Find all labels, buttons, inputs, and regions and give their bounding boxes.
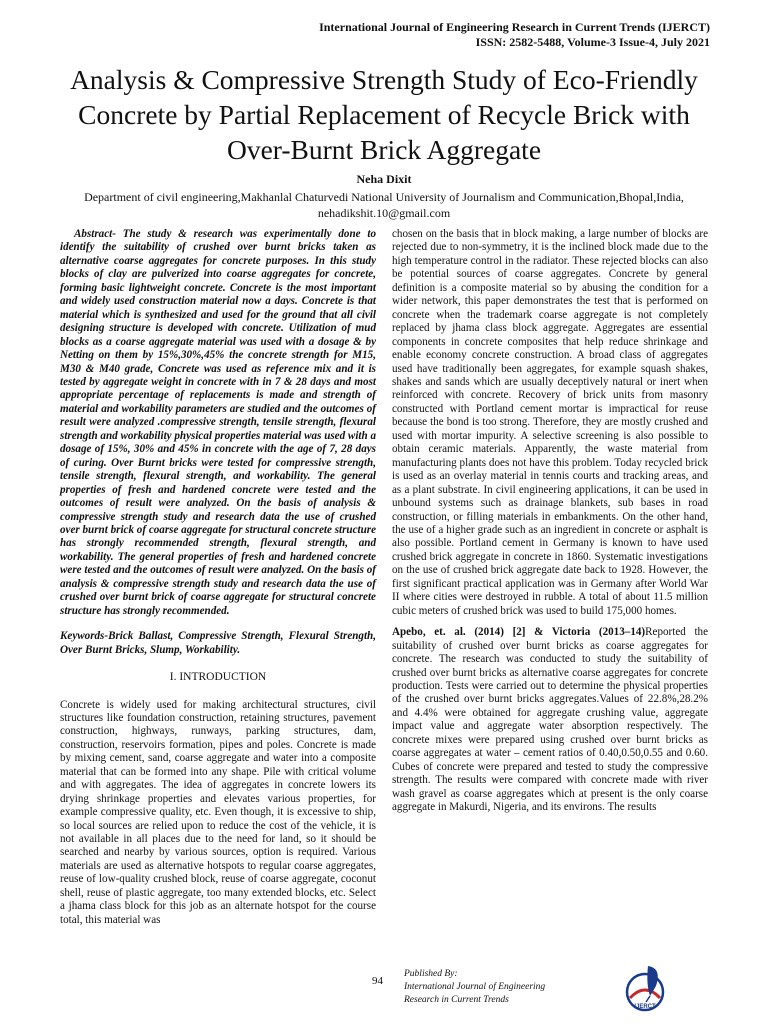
right-column — [392, 228, 708, 814]
author-affiliation — [50, 189, 718, 221]
publisher-block — [404, 968, 545, 1007]
keywords: Keywords-Brick Ballast, Compressive Strength, Flexural Strength, Over Burnt Bricks, Slump, Workability. — [60, 630, 376, 656]
author-email[interactable]: nehadikshit.10@gmail.com — [317, 206, 451, 220]
publisher-name-line1: International Journal of Engineering — [404, 982, 546, 992]
logo-text: IJERCT — [634, 1004, 656, 1010]
abstract: Abstract- The study & research was experimentally done to identify the suitability of crushed over burnt bricks taken as alternative coarse aggregates for concrete purposes. In this study blocks of clay are pulverized into coarse aggregates for concrete, forming basic lightweight concrete. Concrete is the most important and widely used construction material now a days. Concrete is that material which is synthesized and used for the ground that all civil designing structure is developed with concrete. Utilization of mud blocks as a coarse aggregate material was used with a dosage & by Netting on them by 15%,30%,45% the concrete strength for M15, M30 & M40 grade, Concrete was used as reference mix and it is tested by aggregate weight in concrete with in 7 & 28 days and most appropriate percentage of replacements is made and strength of material and workability parameters are studied and the outcomes of result were analyzed .compressive strength, tensile strength, flexural strength and workability physical properties material was used with a dosage of 15%, 30% and 45% in concrete with the age of 7, 28 days of curing. Over Burnt bricks were tested for compressive strength, tensile strength, flexural strength, and workability. The general properties of fresh and hardened concrete were tested and the outcomes of result were analyzed. On the basis of analysis & compressive strength study and research data the use of crushed over burnt brick of coarse aggregate for structural concrete structure has strongly recommended strength, flexural strength, and workability. The general properties of fresh and hardened concrete were tested and the outcomes of result were analyzed. On the basis of analysis & compressive strength study and research data the use of crushed over burnt brick of coarse aggregate for structural concrete structure has strongly recommended. — [60, 228, 376, 617]
issn-line: ISSN: 2582-5488, Volume-3 Issue-4, July 2021 — [475, 35, 710, 49]
introduction-paragraph: Concrete is widely used for making architectural structures, civil structures like foundation construction, retaining structures, pavement construction, highways, runways, parking structures, dam, construction, reservoirs formation, pipes and poles. Concrete is made by mixing cement, sand, coarse aggregate and water into a composite material that can be formed into any shape. Pile with critical volume and with aggregates. The idea of aggregates in concrete lowers its drying shrinkage properties and elevates various properties, for example compressive quality, etc. Even though, it is excessive to ship, so local sources are relied upon to reduce the cost of the vehicle, it is not available in all places due to the need for land, so it should be searched and nearby by various sources, option is required. Various materials are used as alternative hotspots to regular coarse aggregates, reuse of low-quality crushed block, reuse of coarse aggregate, coconut shell, reuse of plastic aggregate, too many extended blocks, etc. Select a jhama class block for this job as an alternate hotspot for the course total, this material was — [60, 698, 376, 926]
apebo-paragraph — [392, 626, 708, 814]
citation-text: Reported the suitability of crushed over burnt bricks as coarse aggregates for concrete. The research was conducted to study the suitability of crushed over burnt bricks as alternative coarse aggregates for concrete production. Tests were carried out to determine the physical properties of the crushed over burnt bricks aggregates.Values of 22.8%,28.2% and 4.4% were obtained for aggregate crushing value, aggregate impact value and aggregate water absorption respectively. The concrete mixes were prepared using crushed over burnt bricks as coarse aggregates at water – cement ratios of 0.40,0.50,0.55 and 0.60. Cubes of concrete were prepared and tested to study the compressive strength. The results were compared with concrete made with river wash gravel as coarse aggregates which at present is the only coarse aggregate in Makurdi, Nigeria, and its environs. The results — [392, 626, 708, 814]
journal-name: International Journal of Engineering Research in Current Trends (IJERCT) — [319, 20, 710, 34]
publisher-name-line2: Research in Current Trends — [404, 995, 509, 1005]
left-column — [60, 228, 376, 927]
journal-header — [319, 20, 710, 50]
introduction-continued: chosen on the basis that in block making, a large number of blocks are rejected due to non-symmetry, it is the inclined block made due to the high temperature control in the radiator. These rejected blocks can also be potential sources of coarse aggregates. Concrete by general definition is a composite material so by abusing the condition for a wider network, this paper demonstrates the test that is performed on concrete when the trademark coarse aggregate is not completely replaced by jhama class block aggregate. Aggregates are essential components in concrete composites that help reduce shrinkage and enable economy concrete construction. A broad class of aggregates used have traditionally been aggregates, for example squash shakes, shakes and sands which are usually deceptively natural or inert when reinforced with concrete. Recovery of brick units from masonry constructed with Portland cement mortar is impractical for reuse because the bond is too strong. Therefore, they are mostly crushed and used with mortar impurity. A selective screening is also possible to obtain ceramic materials. Apparently, the waste material from manufacturing plants does not have this problem. Today recycled brick is used as an overlay material in tennis courts and tracking areas, and as a plant substrate. In civil engineering applications, it can be used in unbound systems such as drainage blankets, sub bases in road construction, or filling materials in embankments. On the other hand, the use of a higher grade such as an ingredient in concrete or asphalt is also possible. Portland cement in Germany is known to have used crushed brick aggregate in concrete in 1860. Systematic investigations on the use of crushed brick aggregate date back to 1928. However, the first significant practical application was in Germany after World War II where cities were destroyed in rubble. A total of about 11.5 million cubic meters of crushed brick was used to build 175,000 homes. — [392, 228, 708, 617]
paper-title: Analysis & Compressive Strength Study of Eco-Friendly Concrete by Partial Replacement of Recycle Brick with Over-Burnt Brick Aggregate — [70, 64, 698, 165]
citation-lead: Apebo, et. al. (2014) [2] & Victoria (2013–14) — [392, 626, 646, 639]
section-heading-introduction: I. INTRODUCTION — [169, 671, 267, 684]
page-number: 94 — [372, 975, 383, 987]
author-name: Neha Dixit — [356, 172, 412, 186]
affiliation-text: Department of civil engineering,Makhanlal Chaturvedi National University of Journalism and Communication,Bhopal,India, — [84, 190, 684, 204]
published-by-label: Published By: — [404, 969, 458, 979]
journal-logo-icon — [620, 962, 670, 1012]
